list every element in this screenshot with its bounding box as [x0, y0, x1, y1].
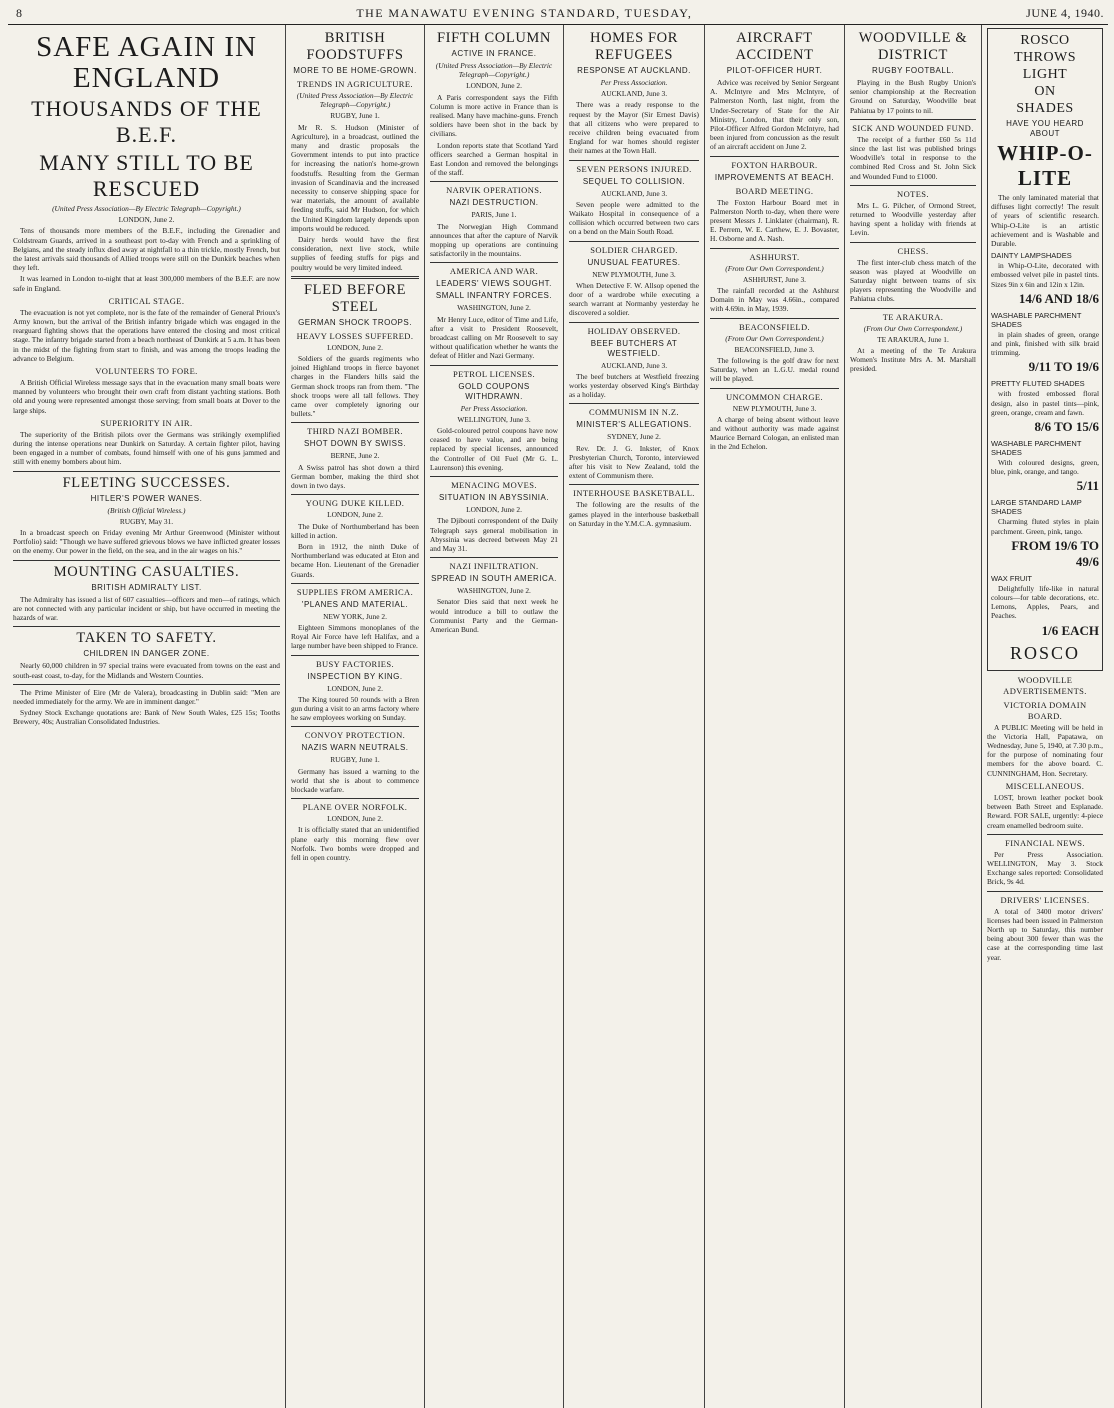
masthead-date: JUNE 4, 1940. [1026, 6, 1104, 20]
subheadline: HITLER'S POWER WANES. [90, 493, 203, 503]
ad-item-title: PRETTY FLUTED SHADES [991, 379, 1085, 389]
subheading: VOLUNTEERS TO FORE. [95, 366, 198, 377]
subheadline: NAZI DESTRUCTION. [449, 198, 539, 208]
paragraph: The Foxton Harbour Board met in Palmerston North to-day, when there were present Messrs J. Linklater (chairman), R. E. Perrem, W. E. Carthew, E. J. Bovaster, H. Osborne and A. Nash. [710, 197, 839, 244]
subheadline: IMPROVEMENTS AT BEACH. [714, 172, 835, 182]
divider [430, 181, 558, 182]
subheadline: NAZIS WARN NEUTRALS. [301, 743, 409, 753]
column-2 [286, 25, 425, 1408]
divider [850, 308, 976, 309]
paragraph: A charge of being absent without leave and without authority was made against Maurice Bernard Cologan, an enlisted man in the 2nd Echelon. [710, 414, 839, 452]
paragraph: There was a ready response to the request by the Mayor (Sir Ernest Davis) that all citizens who were prepared to receive children being evacuated from England for war homes should register their names at the Town Hall. [569, 100, 699, 156]
ad-text: in plain shades of green, orange and pink, finished with silk braid trimming. [991, 329, 1099, 358]
divider [430, 262, 558, 263]
paragraph: The King toured 50 rounds with a Bren gun during a visit to an arms factory where he saw employees working on Sunday. [291, 694, 419, 723]
paragraph: LOST, brown leather pocket book between Bath Street and Esplanade. Reward. FOR SALE, urgently: 4-piece cream enamelled bedroom suite. [987, 792, 1103, 830]
paragraph: The Admiralty has issued a list of 607 casualties—officers and men—of ratings, which are not connected with any particular incident or ship, but have occurred in meeting the hazards of war. [13, 594, 280, 623]
divider [569, 322, 699, 323]
dateline: BERNE, June 2. [330, 451, 380, 461]
divider [850, 185, 976, 186]
divider [13, 560, 280, 561]
headline: FIFTH COLUMN [437, 30, 551, 46]
ad-title: LIGHT [1022, 67, 1068, 82]
ad-item-title: LARGE STANDARD LAMP SHADES [991, 498, 1082, 517]
headline: FLED BEFORE STEEL [303, 281, 407, 315]
paragraph: Born in 1912, the ninth Duke of Northumberland was educated at Eton and became Hon. Lieutenant of the Grenadier Guards. [291, 541, 419, 579]
subheading: VICTORIA DOMAIN BOARD. [1003, 699, 1087, 721]
paragraph: The following is the golf draw for next Saturday, when an L.G.U. medal round will be played. [710, 356, 839, 384]
subheadline: SMALL INFANTRY FORCES. [435, 291, 553, 301]
headline: AIRCRAFT ACCIDENT [735, 30, 814, 63]
subheading: CONVOY PROTECTION. [304, 730, 406, 741]
subheading: TE ARAKURA. [882, 311, 944, 322]
column-3 [425, 25, 564, 1408]
paragraph: Seven people were admitted to the Waikato Hospital in consequence of a collision which occurred between two cars on a bend on the Main South Road. [569, 199, 699, 237]
paragraph: In a broadcast speech on Friday evening Mr Arthur Greenwood (Minister without Portfolio) said: "Though we have suffered grievous blows we have inflicted greater losses on the enemy. Our power in the field, on the sea, and in the air wages on his." [13, 528, 280, 556]
ad-text: Delightfully life-like in natural colours—for table decorations, etc. Lemons, Apples, Pears, and Peaches. [991, 583, 1099, 621]
paragraph: The Djibouti correspondent of the Daily Telegraph says general mobilisation in Abyssinia was decreed between May 21 and May 31. [430, 516, 558, 553]
subheading: FINANCIAL NEWS. [1005, 837, 1085, 848]
subheading: YOUNG DUKE KILLED. [305, 498, 405, 509]
ad-price: 14/6 AND 18/6 [1018, 290, 1099, 306]
dateline: WASHINGTON, June 2. [457, 303, 531, 313]
subheadline: RUGBY FOOTBALL. [871, 66, 955, 75]
ad-title: SHADES [1016, 101, 1074, 116]
divider [430, 365, 558, 366]
divider [710, 318, 839, 319]
dateline: AUCKLAND, June 3. [600, 188, 668, 198]
divider [850, 242, 976, 243]
article-source: (United Press Association—By Electric Telegraph—Copyright.) [435, 61, 553, 80]
divider [430, 476, 558, 477]
paragraph: Dairy herds would have the first consideration, next live stock, while supplies of feeding stuffs for pigs and poultry would be very limited indeed. [291, 235, 419, 272]
paragraph: A British Official Wireless message says that in the evacuation many small boats were manned by volunteers who brought their own craft from distant yachting stations. Both old and young were represented amongst those serving; from small boats at Dover to the large ships. [13, 378, 280, 415]
divider [13, 626, 280, 627]
paragraph: Gold-coloured petrol coupons have now ceased to have value, and are being replaced by special licenses, announced the Controller of Oil Fuel (Mr G. L. Laurenson) this evening. [430, 426, 558, 472]
headline-thousands: THOUSANDS OF THE B.E.F. [31, 96, 262, 147]
dateline: LONDON, June 2. [466, 81, 522, 91]
column-7 [982, 25, 1108, 1408]
divider [710, 388, 839, 389]
headline: FLEETING SUCCESSES. [62, 474, 231, 491]
ad-item-title: DAINTY LAMPSHADES [991, 251, 1072, 261]
paragraph: The receipt of a further £60 5s 11d since the last list was published brings Woodville's total in response to the combined Red Cross and St. John Sick and Wounded Fund to £1000. [850, 134, 976, 181]
subheadline: UNUSUAL FEATURES. [587, 257, 681, 267]
ad-price: FROM 19/6 TO 49/6 [1011, 537, 1099, 569]
subheading: ASHHURST. [749, 251, 800, 262]
article-source: (From Our Own Correspondent.) [725, 333, 824, 343]
dateline: BEACONSFIELD, June 3. [734, 344, 815, 354]
article-source: (British Official Wireless.) [107, 505, 186, 515]
paragraph: Soldiers of the guards regiments who joined Highland troops in fierce bayonet charges in the Flanders hills said the German shock troops ran from them. "The shock troops were all tall fellows. They came over completely ignoring our bullets." [291, 354, 419, 419]
paragraph: At a meeting of the Te Arakura Women's Institute Mrs A. M. Marshall presided. [850, 346, 976, 374]
subheading: SICK AND WOUNDED FUND. [852, 122, 974, 133]
ad-item-title: WAX FRUIT [991, 573, 1032, 583]
dateline: LONDON, June 2. [327, 342, 383, 352]
column-1 [8, 25, 286, 1408]
headline: BRITISH FOODSTUFFS [306, 30, 404, 63]
divider [13, 471, 280, 472]
subheading: NARVIK OPERATIONS. [446, 185, 542, 196]
paragraph: Nearly 60,000 children in 97 special trains were evacuated from towns on the east and south-east coast, to-day, for the Midlands and Western Counties. [13, 661, 280, 680]
subheading: COMMUNISM IN N.Z. [589, 407, 679, 418]
subheadline: BRITISH ADMIRALTY LIST. [91, 582, 202, 592]
dateline: NEW PLYMOUTH, June 3. [732, 403, 817, 413]
divider [291, 798, 419, 799]
divider [710, 248, 839, 249]
ad-text: in Whip-O-Lite, decorated with embossed velvet pile in pastel tints. Sizes 9in x 6in and 12in x 12in. [991, 261, 1099, 289]
subheading: MISCELLANEOUS. [1005, 780, 1085, 791]
paragraph: The evacuation is not yet complete, nor is the fate of the remainder of General Prioux's Army known, but the arrival of the British infantry brigade which was engaged in the rearguard fighting shows that the operations have entered the closing and most critical stage. The infantry brigade started from a beach northeast of Dunkirk at 5 a.m. It has been in the midst of the fighting from start to finish, and was among the troops leading the advance to Belgium. [13, 307, 280, 363]
subheading: BOARD MEETING. [735, 185, 814, 196]
subheading: DRIVERS' LICENSES. [1000, 894, 1090, 905]
paragraph: A Swiss patrol has shot down a third German bomber, making the third shot down in two days. [291, 462, 419, 491]
paragraph: Mr R. S. Hudson (Minister of Agriculture), in a broadcast, outlined the many and drastic proposals the Government intends to put into practice for increasing the nation's home-grown foodstuffs. Resulting from the German invasion of Scandinavia and the increased necessity to conserve shipping space for war materials, the amount of available feeding stuffs, said Mr Hudson, for which the United Kingdom largely depends upon imports would be reduced. [291, 122, 419, 233]
divider [569, 160, 699, 161]
paragraph: It is officially stated that an unidentified plane early this morning flew over Norfolk. Two bombs were dropped and fell in open country. [291, 825, 419, 862]
divider [569, 241, 699, 242]
subheading: SOLDIER CHARGED. [590, 244, 678, 255]
subheading: MENACING MOVES. [451, 480, 537, 491]
dateline: AUCKLAND, June 3. [600, 360, 668, 370]
subheadline: PILOT-OFFICER HURT. [726, 66, 823, 75]
subheading: UNCOMMON CHARGE. [725, 391, 824, 402]
dateline: RUGBY, May 31. [119, 516, 174, 526]
subheading: BEACONSFIELD. [738, 321, 811, 332]
page-number: 8 [16, 6, 23, 20]
masthead-title: THE MANAWATU EVENING STANDARD, TUESDAY, [356, 6, 693, 20]
article-source: (United Press Association—By Electric Telegraph—Copyright.) [296, 91, 414, 110]
paragraph: Tens of thousands more members of the B.E.F., including the Grenadier and Coldstream Guards, arrived in a southeast port to-day with French and a sprinkling of Belgians, and the steady influx died away at nightfall to a thin trickle, mostly French, but the latest arrivals said thousands of Allied troops were still on the Dunkirk beaches when they left. [13, 226, 280, 273]
article-source: (United Press Association—By Electric Telegraph—Copyright.) [52, 204, 241, 213]
paragraph: Advice was received by Senior Sergeant A. McIntyre and Mrs McIntyre, of Palmerston North, last night, from the Under-Secretary of State for the Air Ministry, London, that their only son, Pilot-Officer Alfred Gordon McIntyre, had been injured from concussion as the result of an aircraft accident on June 2. [710, 78, 839, 152]
subheadline: 'PLANES AND MATERIAL. [301, 599, 409, 609]
divider [291, 494, 419, 495]
subheading: FOXTON HARBOUR. [731, 159, 818, 170]
article-source: (From Our Own Correspondent.) [863, 323, 963, 333]
paragraph: It was learned in London to-night that at least 300,000 members of the B.E.F. are now safe in England. [13, 274, 280, 293]
paragraph: Rev. Dr. J. G. Inkster, of Knox Presbyterian Church, Toronto, interviewed after his visit to New Zealand, told the extent of Communism there. [569, 443, 699, 481]
paragraph: Germany has issued a warning to the world that she is about to commence blockade warfare. [291, 766, 419, 794]
headline: HOMES FOR REFUGEES [590, 30, 678, 63]
subheading: PETROL LICENSES. [452, 368, 536, 379]
paragraph: A total of 3400 motor drivers' licenses had been issued in Palmerston North up to Saturday, this number being about 300 fewer than was the case at the corresponding time last year. [987, 906, 1103, 962]
subheading: THIRD NAZI BOMBER. [307, 426, 403, 437]
divider [13, 684, 280, 685]
subheading: SUPERIORITY IN AIR. [100, 417, 193, 428]
ad-price: 9/11 TO 19/6 [1028, 359, 1099, 375]
subheading: INTERHOUSE BASKETBALL. [573, 488, 695, 499]
headline: MOUNTING CASUALTIES. [53, 563, 240, 580]
subheading: SUPPLIES FROM AMERICA. [296, 586, 414, 597]
paragraph: The Duke of Northumberland has been killed in action. [291, 521, 419, 540]
whip-o-lite-logo: WHIP-O-LITE [997, 141, 1093, 190]
divider [291, 655, 419, 656]
ad-text: Charming fluted styles in plain parchment. Green, pink, tango. [991, 517, 1099, 536]
dateline: LONDON, June 2. [466, 505, 522, 515]
subheading: AMERICA AND WAR. [449, 266, 539, 277]
article-source: Per Press Association. [460, 403, 528, 413]
masthead [8, 6, 1108, 25]
dateline: SYDNEY, June 2. [607, 432, 661, 442]
paragraph: The superiority of the British pilots over the Germans was strikingly exemplified during the intense operations near Dunkirk on Saturday. A certain fighter pilot, having been engaged in a number of combats, found himself with one of his guns jammed and still with enemy bombers about him. [13, 429, 280, 467]
paragraph: The beef butchers at Westfield freezing works yesterday observed King's Birthday as a holiday. [569, 371, 699, 400]
subheading: WOODVILLE ADVERTISEMENTS. [1003, 674, 1087, 696]
paragraph: The Prime Minister of Eire (Mr de Valera), broadcasting in Dublin said: "Men are needed immediately for the army. We are in imminent danger." [13, 687, 280, 706]
headline-many-still: MANY STILL TO BE RESCUED [39, 150, 254, 201]
column-5 [705, 25, 845, 1408]
subheadline: SITUATION IN ABYSSINIA. [438, 493, 550, 503]
subheadline: GOLD COUPONS WITHDRAWN. [458, 381, 530, 401]
ad-text: with frosted embossed floral design, also in pastel tints—pink, green, orange, cream and fawn. [991, 389, 1099, 417]
paragraph: Senator Dies said that next week he would introduce a bill to outlaw the Communist Party and the German-American Bund. [430, 597, 558, 634]
subheading: NAZI INFILTRATION. [449, 561, 539, 572]
paragraph: Per Press Association. WELLINGTON, May 3. Stock Exchange sales reported: Consolidated Brick, 9s 4d. [987, 849, 1103, 887]
ad-item-title: WASHABLE PARCHMENT SHADES [991, 439, 1082, 458]
subheadline: SPREAD IN SOUTH AMERICA. [431, 574, 557, 584]
divider [569, 403, 699, 404]
dateline: WELLINGTON, June 3. [457, 414, 531, 424]
ad-text: With coloured designs, green, blue, pink, orange, and tango. [991, 458, 1099, 477]
dateline: AUCKLAND, June 3. [600, 89, 668, 99]
dateline: LONDON, June 2. [327, 510, 383, 520]
dateline: LONDON, June 2. [327, 683, 383, 693]
ad-title: ON [1034, 84, 1056, 99]
dateline: TE ARAKURA, June 1. [877, 334, 949, 344]
paragraph: The rainfall recorded at the Ashhurst Domain in May was 4.66in., compared with 4.69in. in May, 1939. [710, 286, 839, 314]
ad-subtitle: HAVE YOU HEARD ABOUT [1006, 119, 1084, 138]
paragraph: London reports state that Scotland Yard officers searched a German hospital in East London and removed the belongings of the staff. [430, 140, 558, 178]
paragraph: The Norwegian High Command announces that after the capture of Narvik mopping up operations are continuing satisfactorily in the mountains. [430, 221, 558, 259]
subheadline: LEADERS' VIEWS SOUGHT. [436, 279, 552, 289]
subheadline: CHILDREN IN DANGER ZONE. [83, 649, 210, 659]
dateline: NEW PLYMOUTH, June 3. [592, 269, 676, 279]
divider [430, 557, 558, 558]
ad-item-title: WASHABLE PARCHMENT SHADES [991, 310, 1082, 329]
subheading: HOLIDAY OBSERVED. [587, 325, 681, 336]
paragraph: Sydney Stock Exchange quotations are: Bank of New South Wales, £25 15s; Tooths Brewery, 40s; Australian Consolidated Industries. [13, 708, 280, 727]
subheading: CRITICAL STAGE. [108, 295, 185, 306]
paragraph: Eighteen Simmons monoplanes of the Royal Air Force have left Halifax, and a large number have been shipped to France. [291, 622, 419, 651]
subheading: PLANE OVER NORFOLK. [302, 802, 408, 813]
paragraph: Mrs L. G. Pilcher, of Ormond Street, returned to Woodville yesterday after having spent a holiday with friends at Levin. [850, 200, 976, 238]
column-6 [845, 25, 982, 1408]
subheading: BUSY FACTORIES. [315, 658, 395, 669]
divider [291, 276, 419, 279]
divider [291, 422, 419, 423]
divider [569, 484, 699, 485]
subheadline: ACTIVE IN FRANCE. [451, 49, 537, 58]
article-source: Per Press Association. [600, 78, 668, 87]
subheadline: INSPECTION BY KING. [307, 671, 403, 681]
paragraph: A PUBLIC Meeting will be held in the Victoria Hall, Papatawa, on Wednesday, June 5, 1940, at 7.30 p.m., for the purpose of nominating four members for the above board. C. CUNNINGHAM, Hon. Secretary. [987, 722, 1103, 778]
subheadline: MORE TO BE HOME-GROWN. [293, 66, 417, 75]
dateline: LONDON, June 2. [118, 215, 175, 225]
article-source: (From Our Own Correspondent.) [725, 263, 824, 273]
headline-safe-again: SAFE AGAIN IN ENGLAND [36, 31, 257, 94]
dateline: LONDON, June 2. [327, 814, 383, 824]
dateline: PARIS, June 1. [471, 210, 517, 220]
paragraph: Mr Henry Luce, editor of Time and Life, after a visit to President Roosevelt, broadcast calling on Mr Roosevelt to say without qualification whether he wants the defeat of Hitler and Nazi Germany. [430, 314, 558, 361]
subheading: NOTES. [897, 188, 929, 199]
subheadline: MINISTER'S ALLEGATIONS. [576, 420, 692, 430]
headline: TAKEN TO SAFETY. [76, 630, 217, 647]
ad-title: ROSCO THROWS [1013, 33, 1077, 65]
divider [850, 119, 976, 120]
paragraph: A Paris correspondent says the Fifth Column is more active in France than is realised. Many have machine-guns. French soldiers have been shot in the back by civilians. [430, 92, 558, 139]
divider [710, 156, 839, 157]
column-4 [564, 25, 705, 1408]
subheadline: BEEF BUTCHERS AT WESTFIELD. [590, 338, 678, 358]
headline: WOODVILLE & DISTRICT [858, 30, 968, 63]
subheading: SEVEN PERSONS INJURED. [576, 163, 692, 174]
rosco-brand: ROSCO [1009, 642, 1081, 663]
paragraph: The following are the results of the games played in the interhouse basketball on Saturday in the Y.M.C.A. gymnasium. [569, 500, 699, 528]
dateline: WASHINGTON, June 2. [457, 586, 531, 596]
dateline: RUGBY, June 1. [330, 111, 380, 121]
paragraph: Playing in the Bush Rugby Union's senior championship at the Recreation Ground on Saturday, Woodville beat Pahiatua by 17 points to nil. [850, 78, 976, 115]
paragraph: When Detective F. W. Allsop opened the door of a wardrobe while executing a search warrant at Normanby yesterday he discovered a soldier. [569, 280, 699, 318]
dateline: ASHHURST, June 3. [742, 274, 807, 284]
columns [8, 25, 1108, 1408]
subheading: HEAVY LOSSES SUFFERED. [296, 330, 414, 341]
divider [291, 583, 419, 584]
subheadline: RESPONSE AT AUCKLAND. [577, 66, 691, 75]
subheadline: SEQUEL TO COLLISION. [582, 176, 686, 186]
paragraph: The first inter-club chess match of the season was played at Woodville on Saturday night between teams of six players representing the Woodville and Pahiatua clubs. [850, 257, 976, 304]
divider [987, 891, 1103, 892]
dateline: RUGBY, June 1. [330, 755, 380, 765]
subheadline: GERMAN SHOCK TROOPS. [298, 317, 412, 327]
divider [291, 726, 419, 727]
ad-price: 5/11 [1076, 478, 1099, 494]
ad-price: 1/6 EACH [1041, 622, 1099, 638]
rosco-advertisement [987, 28, 1103, 671]
ad-price: 8/6 TO 15/6 [1034, 419, 1099, 435]
dateline: NEW YORK, June 2. [323, 611, 387, 621]
divider [987, 834, 1103, 835]
subheading: TRENDS IN AGRICULTURE. [297, 79, 413, 89]
ad-text: The only laminated material that diffuses light correctly! The result of years of scientific research. Whip-O-Lite is an artistic achievement and is Washable and Durable. [991, 193, 1099, 249]
subheading: CHESS. [897, 245, 929, 256]
subheadline: SHOT DOWN BY SWISS. [303, 439, 407, 449]
